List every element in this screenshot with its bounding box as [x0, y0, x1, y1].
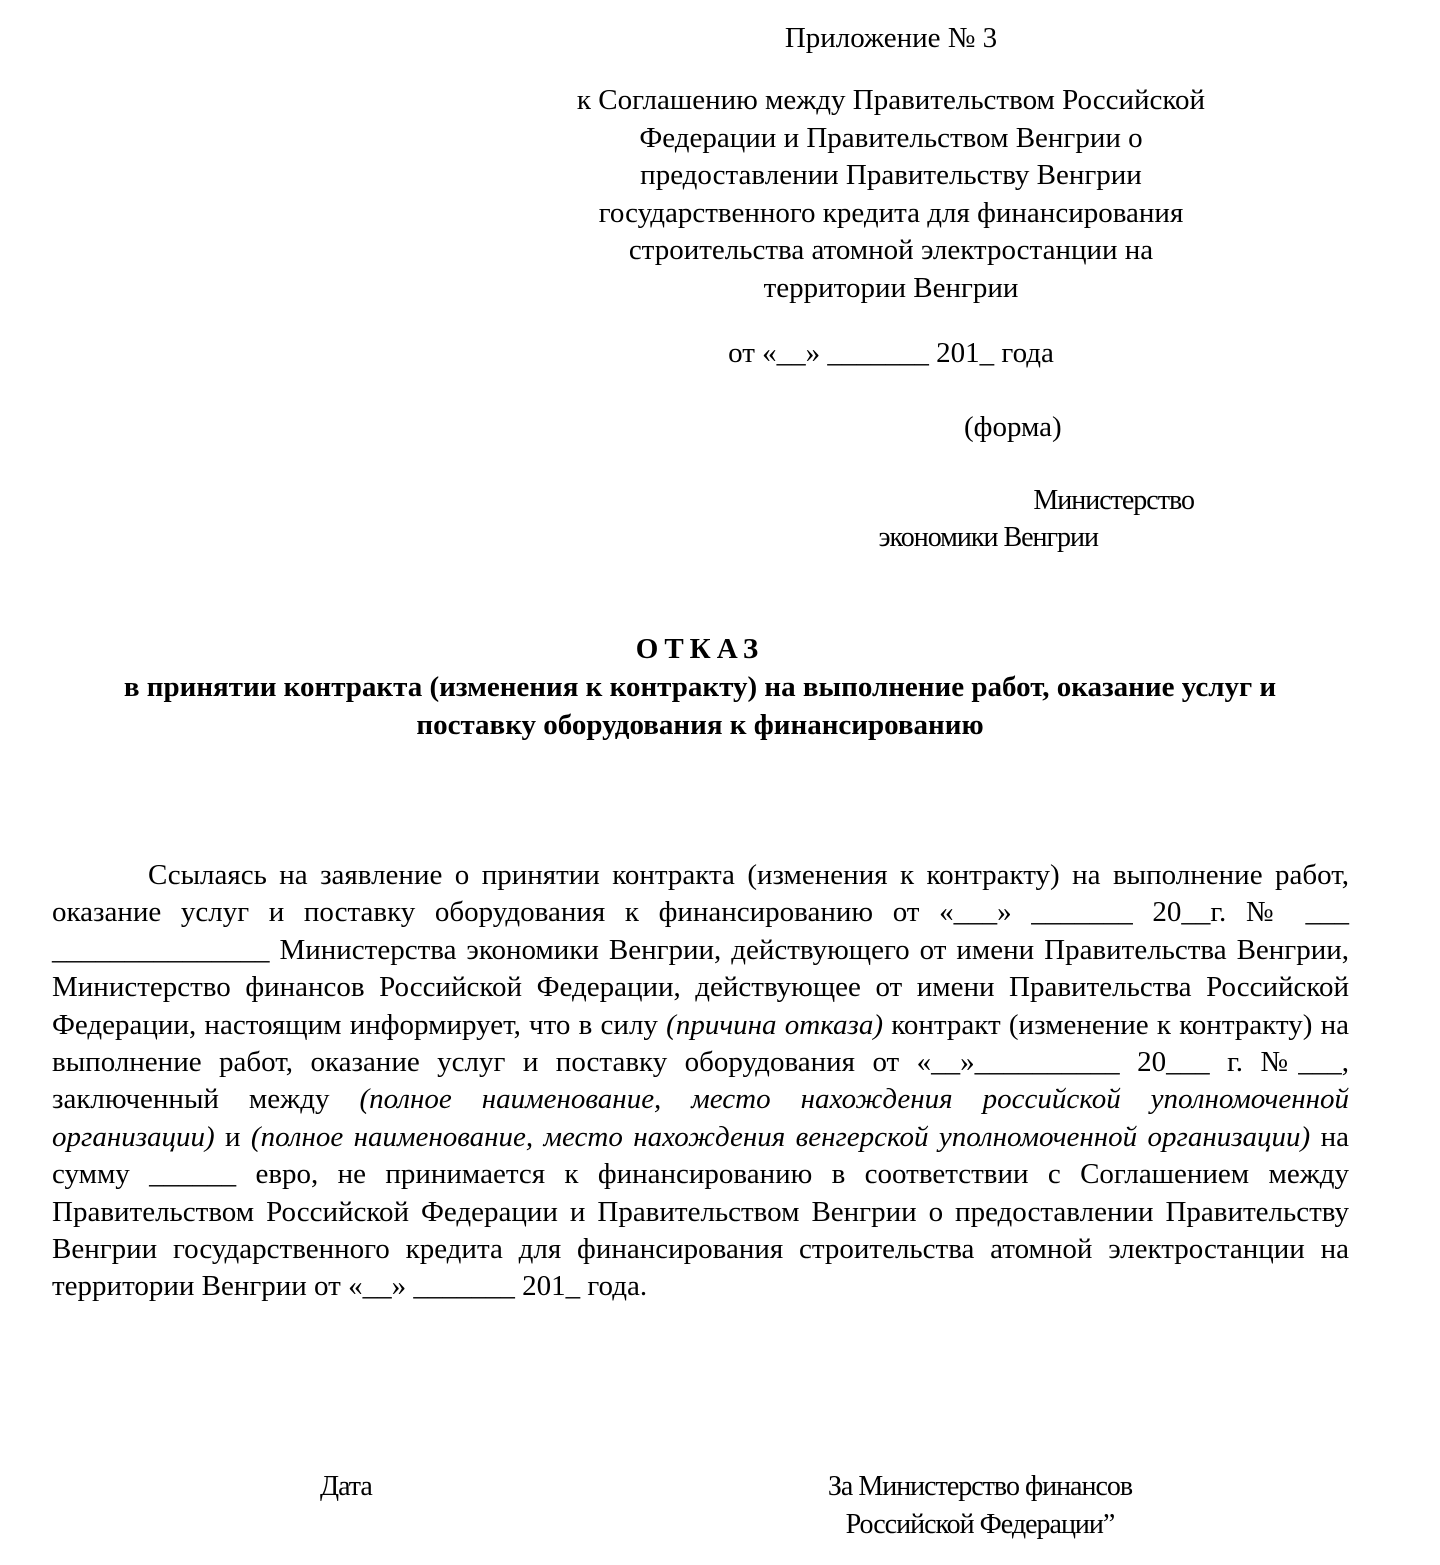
appendix-line: предоставлении Правительству Венгрии — [640, 159, 1142, 192]
addressee-line: экономики Венгрии — [878, 522, 1098, 553]
signature-block — [780, 1468, 1180, 1544]
appendix-line: к Соглашению между Правительством Российской — [576, 84, 1206, 116]
placeholder-russian-org: (полное наименование, место нахождения российской уполномоченной организации) — [52, 1083, 1349, 1153]
placeholder-hungarian-org: (полное наименование, место нахождения венгерской уполномоченной организации) — [250, 1120, 1311, 1153]
body-text-segment: и — [214, 1120, 251, 1153]
appendix-line: строительства атомной электростанции на — [628, 234, 1154, 267]
addressee — [820, 482, 1220, 556]
appendix-reference — [490, 82, 1292, 308]
body-text-segment: Ссылаясь на заявление о принятии контракта (изменения к контракту) на выполнение работ, оказание услуг и поставку оборудования к финансированию от «___» _______ 20__г. № ___ _______________ Министерства экономики Венгрии, действующего от имени Правительства Венгрии, Министерство финансов Российской Федерации, действующее от имени Правительства Российской Федерации, настоящим информирует, что в силу — [52, 859, 1349, 1041]
addressee-line: Министерство — [1033, 485, 1194, 516]
body-text-segment: на сумму ______ евро, не принимается к финансированию в соответствии с Соглашением между Правительством Российской Федерации и Правительством Венгрии о предоставлении Правительству Венгрии государственного кредита для финансирования строительства атомной электростанции на территории Венгрии от «__» _______ 201_ года. — [52, 1120, 1349, 1303]
appendix-line: государственного кредита для финансирования — [598, 196, 1184, 229]
body-text-segment: контракт (изменение к контракту) на выполнение работ, оказание услуг и поставку оборудования от «__»__________ 20___ г. №___, заключенный между — [52, 1008, 1349, 1116]
appendix-line: Федерации и Правительством Венгрии о — [639, 121, 1143, 154]
signature-line: Российской Федерации” — [845, 1509, 1115, 1540]
document-title: ОТКАЗ — [635, 633, 765, 665]
document-subtitle-line: в принятии контракта (изменения к контракту) на выполнение работ, оказание услуг и — [123, 671, 1277, 703]
document-subtitle-line: поставку оборудования к финансированию — [416, 709, 984, 741]
appendix-number: Приложение № 3 — [784, 22, 998, 54]
placeholder-reason: (причина отказа) — [666, 1008, 884, 1041]
appendix-line: территории Венгрии — [763, 271, 1019, 304]
appendix-date: от «__» _______ 201_ года — [728, 337, 1054, 369]
signature-date-label: Дата — [320, 1471, 372, 1502]
signature-line: За Министерство финансов — [827, 1471, 1133, 1502]
form-label: (форма) — [964, 411, 1062, 443]
document-heading — [40, 630, 1360, 744]
body-paragraph — [52, 857, 1349, 1306]
